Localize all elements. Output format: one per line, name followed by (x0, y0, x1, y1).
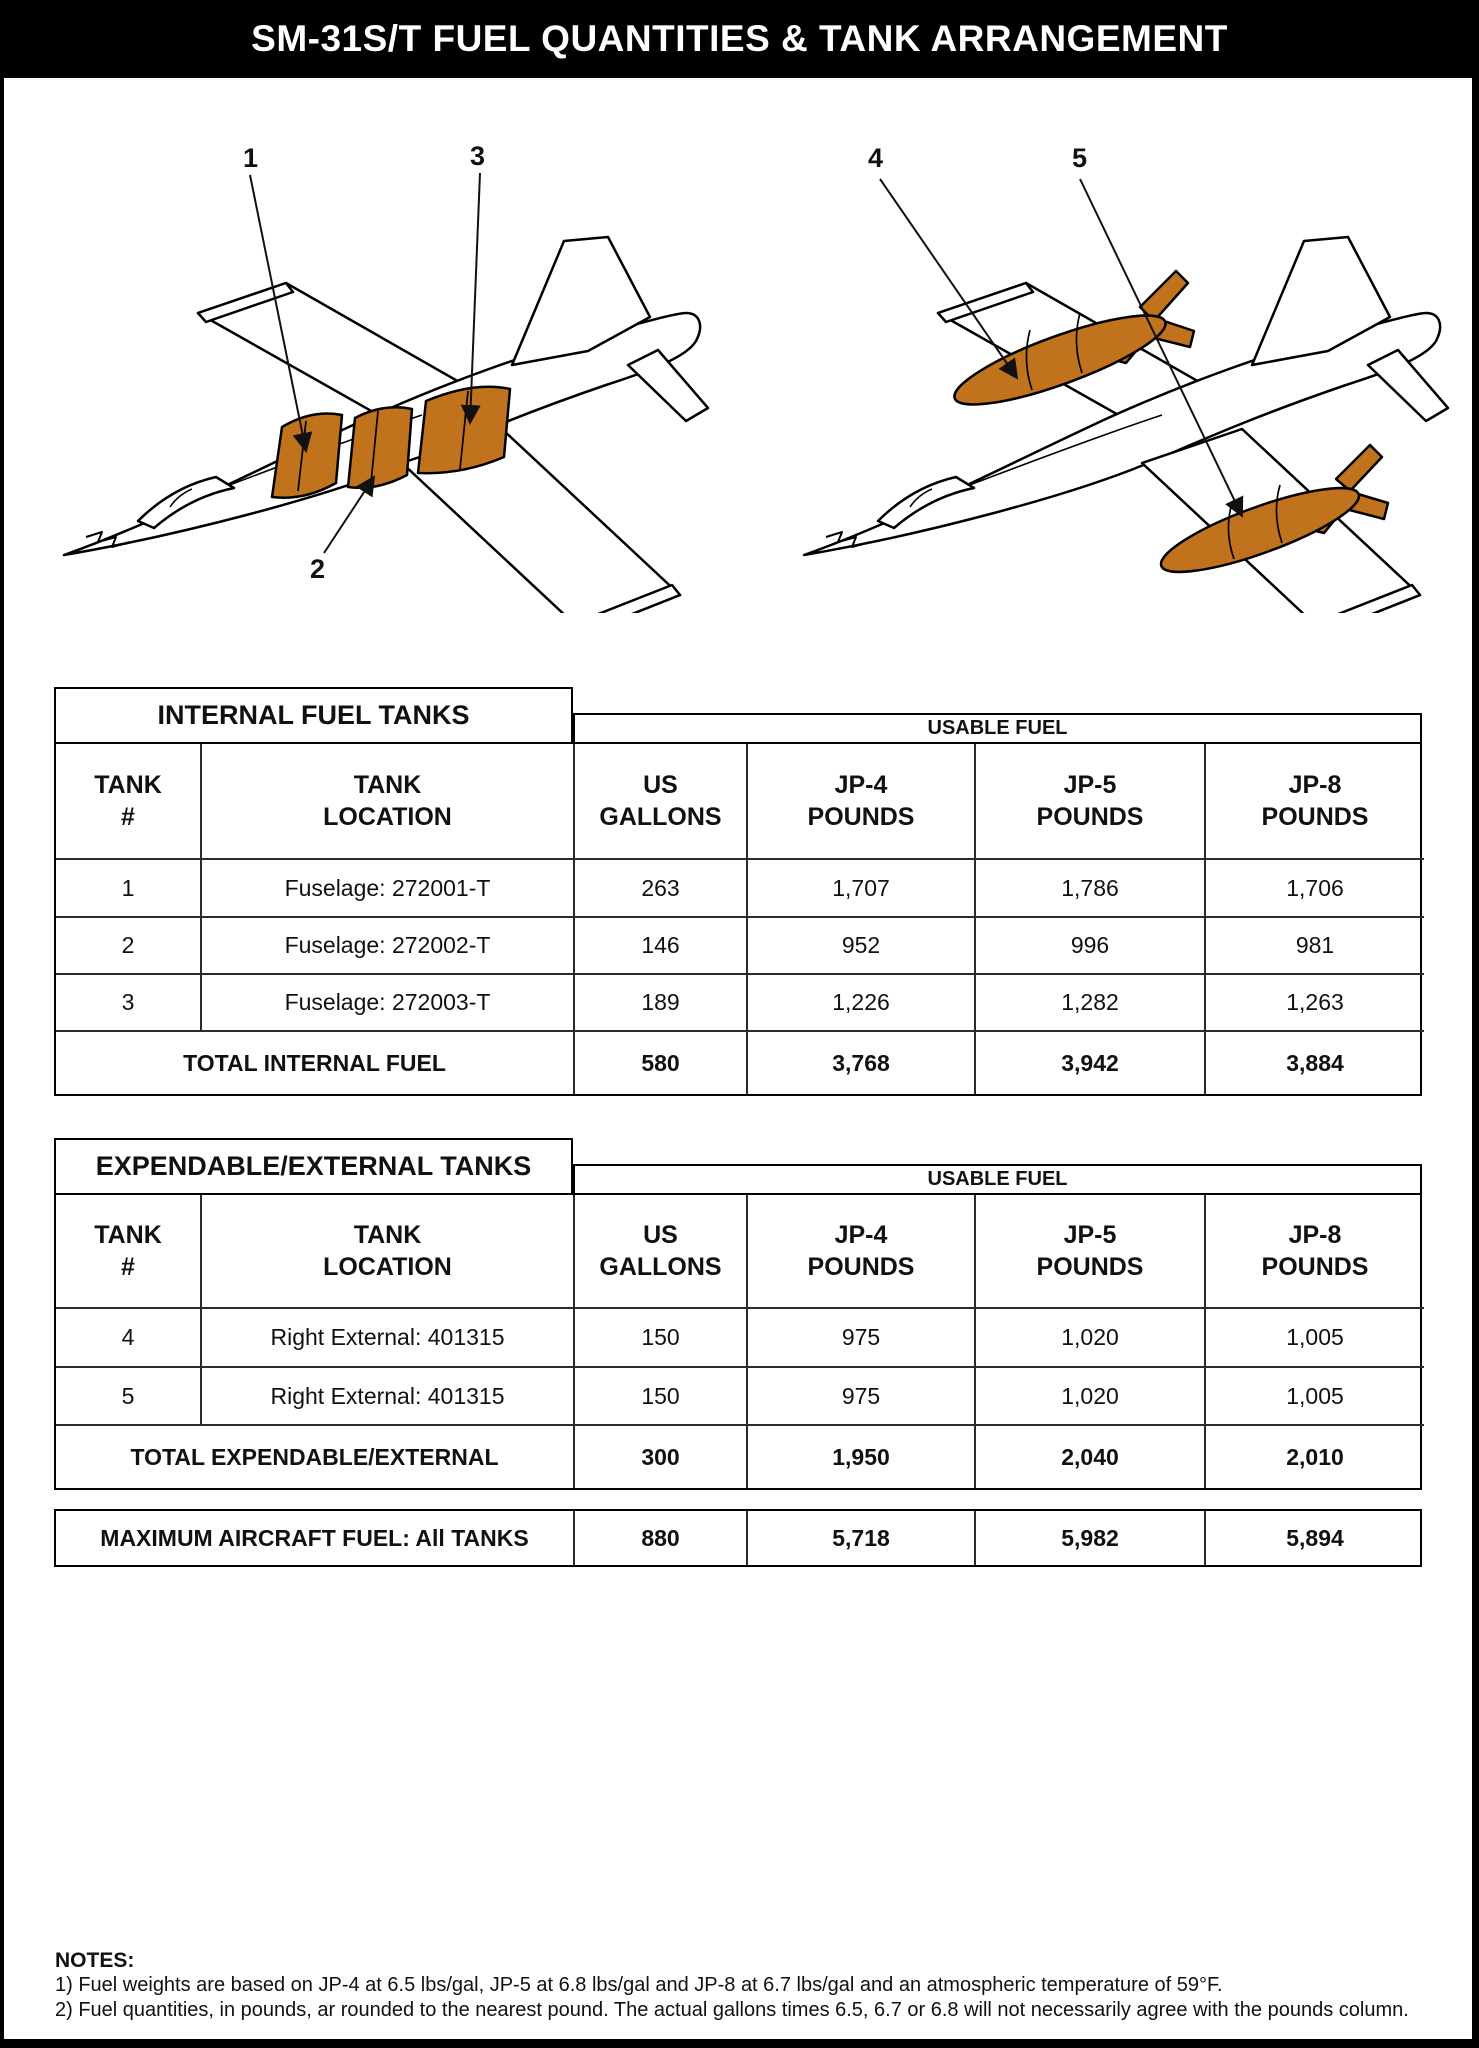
tank-2-shape (348, 407, 412, 488)
external-tanks-diagram (780, 135, 1470, 613)
callout-1: 1 (243, 143, 259, 173)
col-header-us-gallons: US GALLONS (575, 744, 748, 860)
tank-location-cell: Fuselage: 272003-T (202, 975, 575, 1032)
tank-location-cell: Right External: 401315 (202, 1368, 575, 1426)
external-total-gallons: 300 (575, 1426, 748, 1488)
jp5-cell: 1,282 (976, 975, 1206, 1032)
col-header-tank-location: TANK LOCATION (202, 1195, 575, 1309)
gallons-cell: 150 (575, 1309, 748, 1368)
col-header-jp5: JP-5 POUNDS (976, 1195, 1206, 1309)
jp5-cell: 996 (976, 918, 1206, 975)
tank-1-shape (272, 414, 342, 498)
callout-3: 3 (470, 141, 486, 171)
page-border-right (1472, 0, 1479, 2048)
gallons-cell: 263 (575, 860, 748, 918)
maximum-jp8: 5,894 (1286, 1524, 1344, 1551)
col-header-tank-location: TANK LOCATION (202, 744, 575, 860)
col-header-tank-number: TANK # (56, 744, 202, 860)
aircraft-outline-external (804, 237, 1448, 613)
tank-number-cell: 2 (56, 918, 202, 975)
maximum-fuel-label: MAXIMUM AIRCRAFT FUEL: All TANKS (56, 1511, 575, 1565)
jp5-cell: 1,020 (976, 1368, 1206, 1426)
maximum-gallons: 880 (575, 1511, 748, 1565)
note-line: 1) Fuel weights are based on JP-4 at 6.5 lbs/gal, JP-5 at 6.8 lbs/gal and JP-8 at 6.7 lbs/gal and an atmospheric temperature of 59°F. (55, 1974, 1223, 1996)
external-total-jp4: 1,950 (748, 1426, 976, 1488)
external-total-label: TOTAL EXPENDABLE/EXTERNAL (56, 1426, 575, 1488)
external-table-title: EXPENDABLE/EXTERNAL TANKS (54, 1138, 573, 1193)
maximum-jp5: 5,982 (976, 1511, 1206, 1565)
internal-total-gallons: 580 (575, 1032, 748, 1094)
external-fuel-table (54, 1138, 1422, 1490)
tank-number-cell: 4 (56, 1309, 202, 1368)
note-line: 2) Fuel quantities, in pounds, ar rounded to the nearest pound. The actual gallons times 6.5, 6.7 or 6.8 will not necessarily agree with the pounds column. (55, 1999, 1409, 2021)
jp4-cell: 975 (748, 1309, 976, 1368)
internal-table-title: INTERNAL FUEL TANKS (54, 687, 573, 742)
jp8-cell: 1,005 (1206, 1368, 1424, 1426)
notes-heading: NOTES: (55, 1949, 135, 1972)
gallons-cell: 150 (575, 1368, 748, 1426)
tank-location-cell: Fuselage: 272001-T (202, 860, 575, 918)
jp4-cell: 1,226 (748, 975, 976, 1032)
jp5-cell: 1,020 (976, 1309, 1206, 1368)
col-header-jp8: JP-8 POUNDS (1206, 1195, 1424, 1309)
external-total-jp8: 2,010 (1286, 1443, 1344, 1470)
internal-total-jp4: 3,768 (748, 1032, 976, 1094)
gallons-cell: 189 (575, 975, 748, 1032)
notes-section (55, 1948, 1447, 2023)
jp4-cell: 975 (748, 1368, 976, 1426)
internal-fuel-table (54, 687, 1422, 1096)
internal-total-label: TOTAL INTERNAL FUEL (56, 1032, 575, 1094)
col-header-jp5: JP-5 POUNDS (976, 744, 1206, 860)
jp4-cell: 1,707 (748, 860, 976, 918)
col-header-jp4: JP-4 POUNDS (748, 744, 976, 860)
maximum-jp4: 5,718 (748, 1511, 976, 1565)
col-header-us-gallons: US GALLONS (575, 1195, 748, 1309)
jp8-cell: 1,706 (1206, 860, 1424, 918)
usable-fuel-header: USABLE FUEL (573, 713, 1422, 742)
tank-number-cell: 5 (56, 1368, 202, 1426)
jp8-cell: 981 (1206, 918, 1424, 975)
page-border-bottom (0, 2039, 1479, 2048)
title-bar (0, 0, 1479, 78)
col-header-tank-number: TANK # (56, 1195, 202, 1309)
tank-number-cell: 3 (56, 975, 202, 1032)
page-title: SM-31S/T FUEL QUANTITIES & TANK ARRANGEMENT (251, 18, 1228, 59)
usable-fuel-header: USABLE FUEL (573, 1164, 1422, 1193)
callout-5: 5 (1072, 143, 1088, 173)
internal-tanks-diagram (40, 135, 730, 613)
aircraft-outline-internal (64, 237, 708, 613)
page-border-left (0, 0, 4, 2048)
jp4-cell: 952 (748, 918, 976, 975)
jp8-cell: 1,005 (1206, 1309, 1424, 1368)
tank-location-cell: Fuselage: 272002-T (202, 918, 575, 975)
internal-total-jp8: 3,884 (1286, 1049, 1344, 1076)
external-total-jp5: 2,040 (976, 1426, 1206, 1488)
maximum-fuel-table (54, 1509, 1422, 1567)
jp5-cell: 1,786 (976, 860, 1206, 918)
jp8-cell: 1,263 (1206, 975, 1424, 1032)
callout-2: 2 (310, 554, 326, 584)
gallons-cell: 146 (575, 918, 748, 975)
internal-total-jp5: 3,942 (976, 1032, 1206, 1094)
tank-location-cell: Right External: 401315 (202, 1309, 575, 1368)
callout-4: 4 (868, 143, 884, 173)
col-header-jp4: JP-4 POUNDS (748, 1195, 976, 1309)
col-header-jp8: JP-8 POUNDS (1206, 744, 1424, 860)
tank-number-cell: 1 (56, 860, 202, 918)
